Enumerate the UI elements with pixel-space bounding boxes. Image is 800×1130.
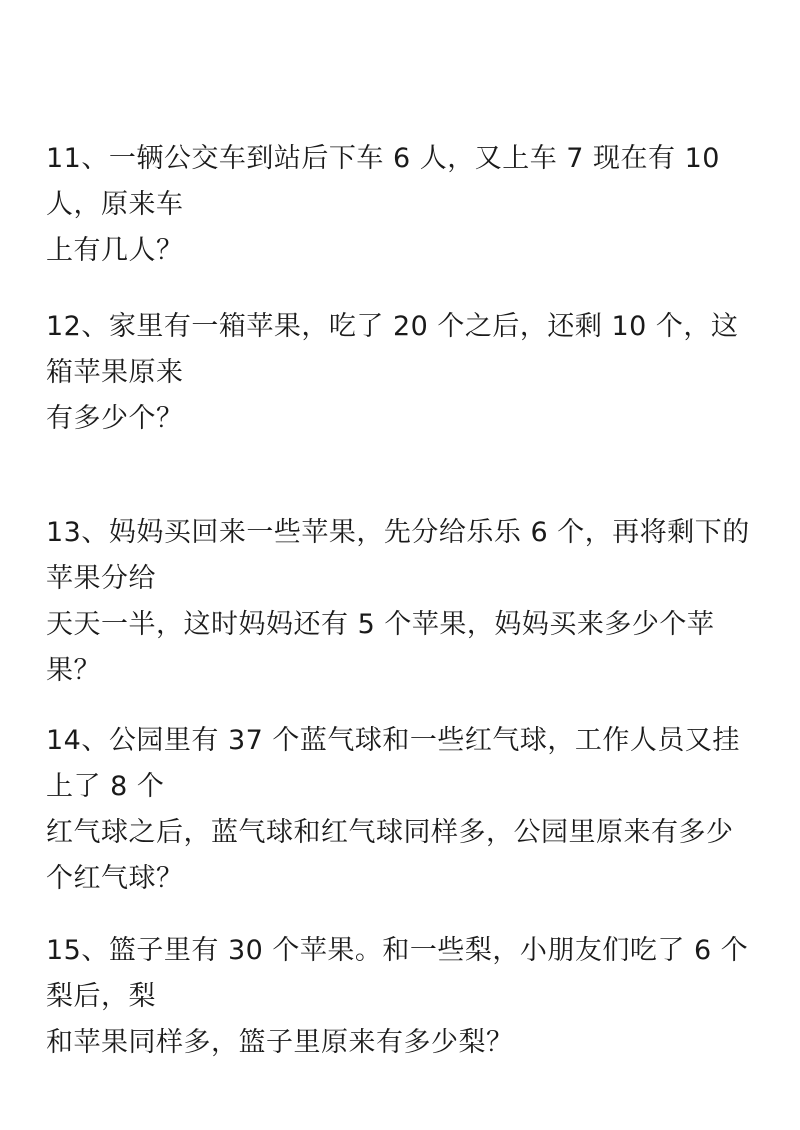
word-problem-15: 15、篮子里有 30 个苹果。和一些梨，小朋友们吃了 6 个梨后，梨 和苹果同样多，篮子里原来有多少梨？ <box>46 935 749 1058</box>
word-problem-13: 13、妈妈买回来一些苹果，先分给乐乐 6 个，再将剩下的苹果分给 天天一半，这时妈妈还有 5 个苹果，妈妈买来多少个苹果？ <box>46 517 750 686</box>
word-problem-11: 11、一辆公交车到站后下车 6 人，又上车 7 现在有 10 人，原来车 上有几人？ <box>46 143 720 266</box>
word-problem-14: 14、公园里有 37 个蓝气球和一些红气球，工作人员又挂上了 8 个 红气球之后，蓝气球和红气球同样多，公园里原来有多少个红气球？ <box>46 725 740 894</box>
word-problem-12: 12、家里有一箱苹果，吃了 20 个之后，还剩 10 个，这箱苹果原来 有多少个？ <box>46 311 739 434</box>
